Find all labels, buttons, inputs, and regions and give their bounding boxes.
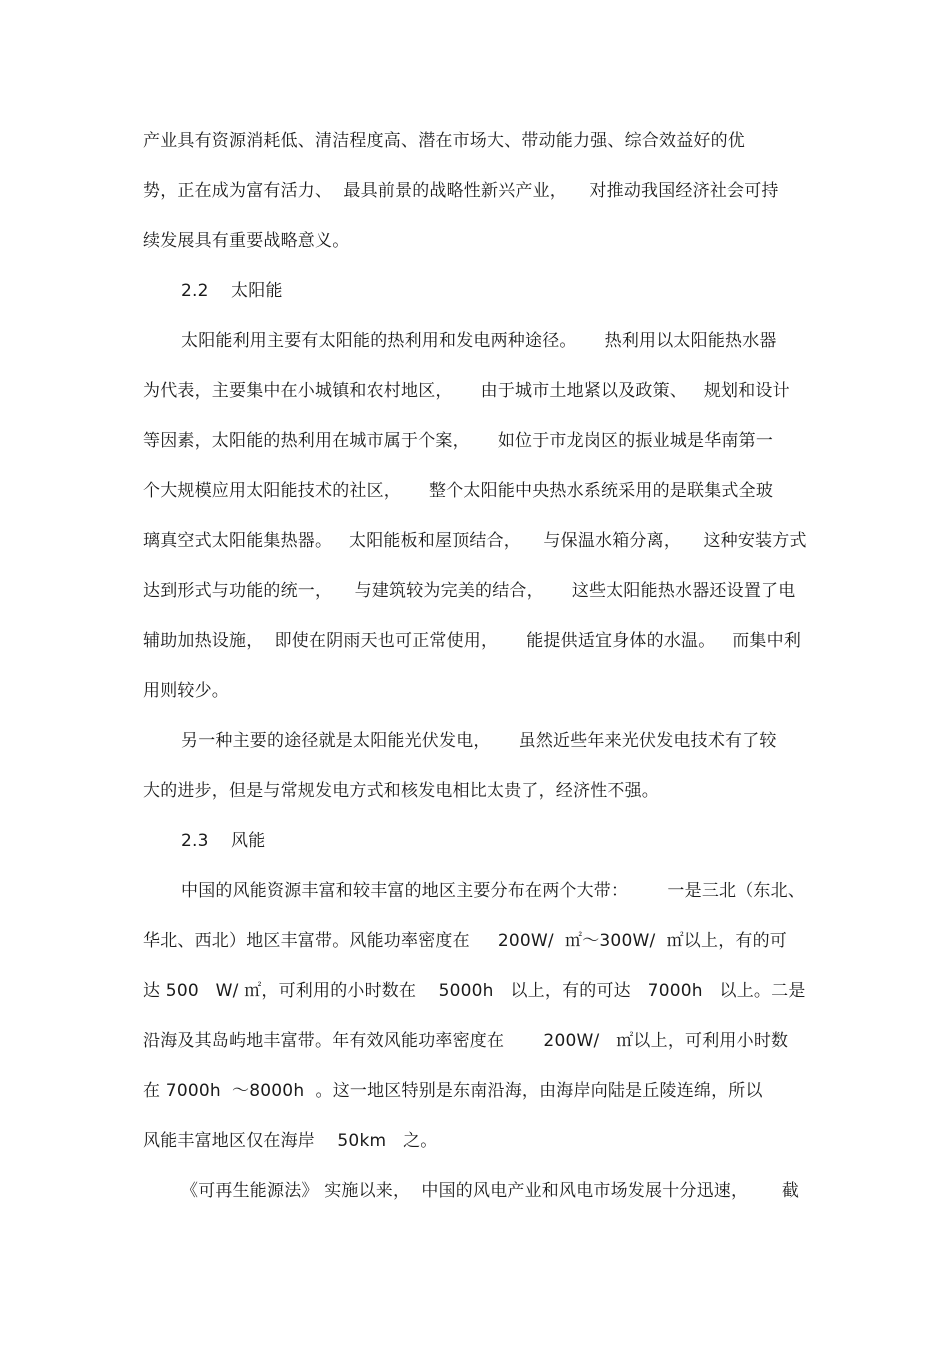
text-line-5: 太阳能利用主要有太阳能的热利用和发电两种途径。 热利用以太阳能热水器: [181, 331, 777, 351]
text-line-19: 沿海及其岛屿地丰富带。年有效风能功率密度在 200W/ ㎡以上，可利用小时数: [143, 1031, 789, 1051]
text-line-12: 用则较少。: [143, 681, 229, 701]
section-heading-2-3: 2.3 风能: [181, 831, 266, 851]
text-line-17: 华北、西北）地区丰富带。风能功率密度在 200W/ ㎡～300W/ ㎡以上，有的可: [143, 931, 788, 951]
text-line-3: 续发展具有重要战略意义。: [143, 231, 350, 251]
text-line-20: 在 7000h ～8000h 。这一地区特别是东南沿海，由海岸向陆是丘陵连绵，所以: [143, 1081, 763, 1101]
text-line-9: 璃真空式太阳能集热器。 太阳能板和屋顶结合， 与保温水箱分离， 这种安装方式: [143, 531, 807, 551]
text-line-11: 辅助加热设施， 即使在阴雨天也可正常使用， 能提供适宜身体的水温。 而集中利: [143, 631, 802, 651]
text-line-13: 另一种主要的途径就是太阳能光伏发电， 虽然近些年来光伏发电技术有了较: [181, 731, 777, 751]
text-line-14: 大的进步，但是与常规发电方式和核发电相比太贵了，经济性不强。: [143, 781, 659, 801]
text-line-2: 势，正在成为富有活力、 最具前景的战略性新兴产业， 对推动我国经济社会可持: [143, 181, 779, 201]
text-line-22: 《可再生能源法》 实施以来， 中国的风电产业和风电市场发展十分迅速， 截: [181, 1181, 800, 1201]
text-line-10: 达到形式与功能的统一， 与建筑较为完美的结合， 这些太阳能热水器还设置了电: [143, 581, 796, 601]
text-line-6: 为代表，主要集中在小城镇和农村地区， 由于城市土地紧以及政策、 规划和设计: [143, 381, 790, 401]
text-line-18: 达 500 W/ ㎡，可利用的小时数在 5000h 以上，有的可达 7000h 以上。二是: [143, 981, 806, 1001]
text-line-1: 产业具有资源消耗低、清洁程度高、潜在市场大、带动能力强、综合效益好的优: [143, 131, 745, 151]
text-line-16: 中国的风能资源丰富和较丰富的地区主要分布在两个大带： 一是三北（东北、: [181, 881, 806, 901]
section-heading-2-2: 2.2 太阳能: [181, 281, 283, 301]
text-line-8: 个大规模应用太阳能技术的社区， 整个太阳能中央热水系统采用的是联集式全玻: [143, 481, 774, 501]
text-line-21: 风能丰富地区仅在海岸 50km 之。: [143, 1131, 438, 1151]
text-line-7: 等因素，太阳能的热利用在城市属于个案， 如位于市龙岗区的振业城是华南第一: [143, 431, 774, 451]
